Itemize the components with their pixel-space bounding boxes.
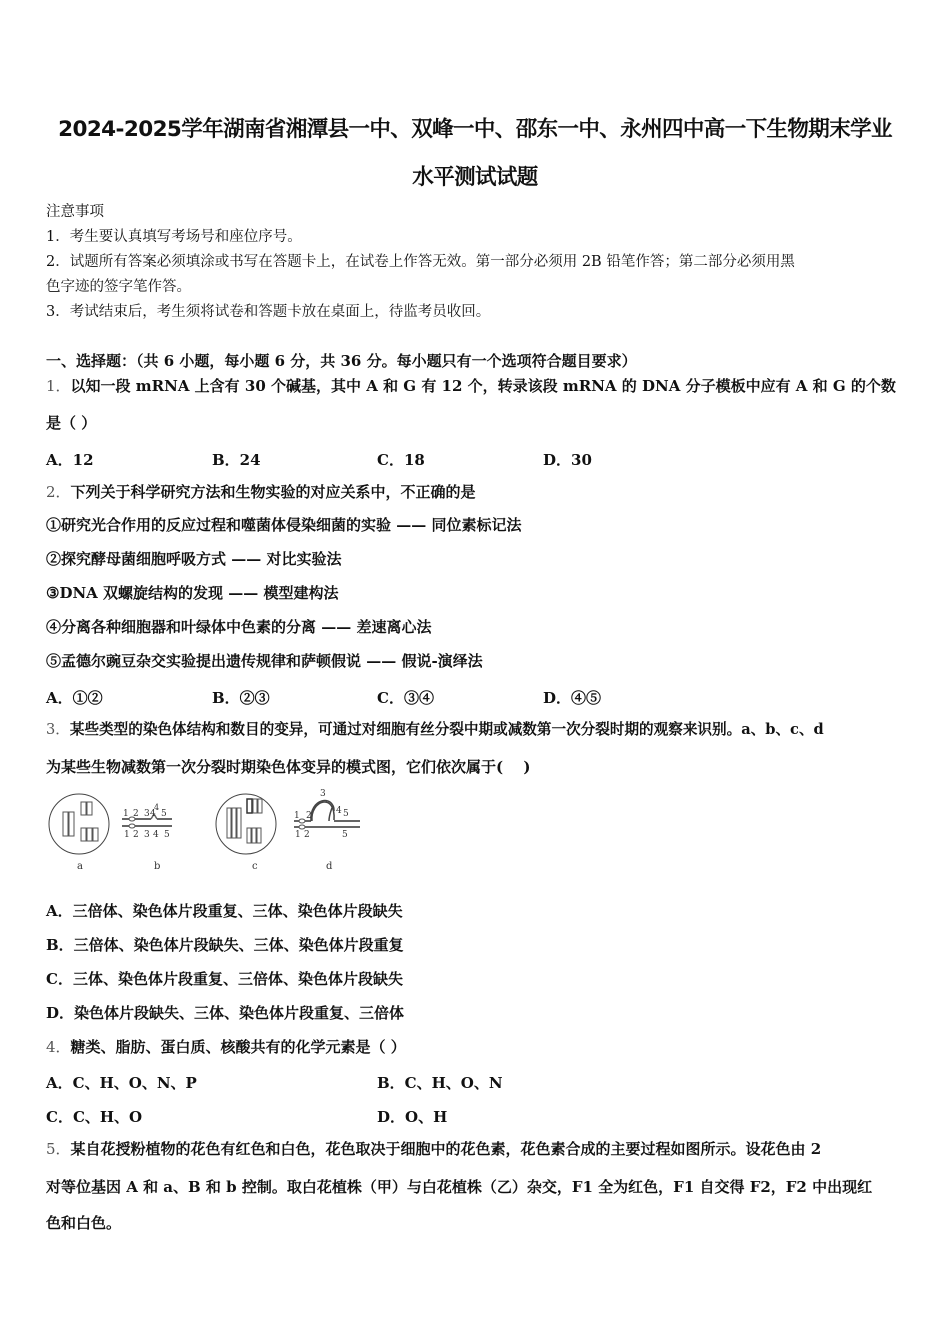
q3-option-b: B．三倍体、染色体片段缺失、三体、染色体片段重复 [46,936,404,954]
svg-text:2: 2 [306,811,312,821]
svg-text:5: 5 [343,809,349,819]
q2-item-2: ②探究酵母菌细胞呼吸方式 —— 对比实验法 [46,550,342,568]
notice-item-1: 1．考生要认真填写考场号和座位序号。 [46,229,302,245]
question-text: 以知一段 mRNA 上含有 30 个碱基，其中 A 和 G 有 12 个，转录该段 mRNA 的 DNA 分子模板中应有 A 和 G 的个数 [70,377,896,395]
figure-a-cell [49,794,109,854]
q2-item-5: ⑤孟德尔豌豆杂交实验提出遗传规律和萨顿假说 —— 假说-演绎法 [46,652,483,670]
svg-text:3: 3 [144,830,150,840]
svg-text:5: 5 [164,830,170,840]
svg-text:2: 2 [133,830,139,840]
q4-option-c: C．C、H、O [46,1108,143,1126]
figure-label-a: a [77,861,83,872]
q3-option-d: D．染色体片段缺失、三体、染色体片段重复、三倍体 [46,1004,405,1022]
svg-text:3: 3 [144,809,150,819]
q1-option-c: C．18 [377,451,425,469]
notice-heading: 注意事项 [46,204,104,220]
q2-item-1: ①研究光合作用的反应过程和噬菌体侵染细菌的实验 —— 同位素标记法 [46,516,522,534]
figure-d-chromosomes [294,789,360,840]
q2-item-3: ③DNA 双螺旋结构的发现 —— 模型建构法 [46,584,339,602]
figure-b-chromosomes [122,803,172,840]
figure-label-b: b [154,861,161,872]
question-2-stem [46,483,476,501]
question-3-stem-cont: 为某些生物减数第一次分裂时期染色体变异的模式图，它们依次属于( ) [46,758,531,776]
section-heading: 一、选择题：（共 6 小题，每小题 6 分，共 36 分。每小题只有一个选项符合题目要求） [46,352,637,370]
question-text: 某些类型的染色体结构和数目的变异，可通过对细胞有丝分裂中期或减数第一次分裂时期的观察来识别。a、b、c、d [69,721,824,738]
svg-text:4: 4 [336,806,342,816]
svg-text:3: 3 [320,789,326,799]
q2-option-d: D．④⑤ [543,689,602,707]
q1-option-b: B．24 [212,451,261,469]
svg-text:1: 1 [294,811,300,821]
q4-option-d: D．O、H [377,1108,448,1126]
question-5-stem-cont-1: 对等位基因 A 和 a、B 和 b 控制。取白花植株（甲）与白花植株（乙）杂交，F1 全为红色，F1 自交得 F2，F2 中出现红 [46,1178,873,1196]
figure-label-d: d [326,861,333,872]
q2-option-a: A．①② [46,689,103,707]
chromosome-variation-figure [44,786,374,874]
question-text: 糖类、脂肪、蛋白质、核酸共有的化学元素是（ ） [70,1038,406,1056]
svg-text:1: 1 [123,809,129,819]
question-4-stem [46,1038,406,1056]
svg-text:5: 5 [161,809,167,819]
svg-text:2: 2 [133,809,139,819]
question-number: 2． [46,483,71,501]
q1-option-d: D．30 [543,451,592,469]
q3-option-a: A．三倍体、染色体片段重复、三体、染色体片段缺失 [46,902,403,920]
q4-option-a: A．C、H、O、N、P [46,1074,197,1092]
notice-item-2: 2．试题所有答案必须填涂或书写在答题卡上，在试卷上作答无效。第一部分必须用 2B 铅笔作答；第二部分必须用黑 [46,254,795,270]
svg-text:2: 2 [304,830,310,840]
figure-label-c: c [252,861,258,872]
question-number: 3． [46,721,70,738]
question-5-stem [46,1140,821,1158]
q2-option-c: C．③④ [377,689,434,707]
notice-item-2-cont: 色字迹的签字笔作答。 [46,279,191,295]
question-number: 4． [46,1038,71,1056]
question-5-stem-cont-2: 色和白色。 [46,1214,122,1232]
svg-text:1: 1 [124,830,130,840]
svg-text:4: 4 [154,803,160,812]
q4-option-b: B．C、H、O、N [377,1074,503,1092]
document-title-line2: 水平测试试题 [412,165,538,190]
q3-option-c: C．三体、染色体片段重复、三倍体、染色体片段缺失 [46,970,403,988]
question-number: 1． [46,377,71,395]
notice-item-3: 3．考试结束后，考生须将试卷和答题卡放在桌面上，待监考员收回。 [46,304,491,320]
svg-text:5: 5 [342,830,348,840]
q2-option-b: B．②③ [212,689,270,707]
question-1-stem-cont: 是（ ） [46,414,97,432]
q1-option-a: A．12 [46,451,94,469]
figure-c-cell [216,794,276,854]
question-1-stem [46,377,896,395]
q2-item-4: ④分离各种细胞器和叶绿体中色素的分离 —— 差速离心法 [46,618,432,636]
question-text: 下列关于科学研究方法和生物实验的对应关系中，不正确的是 [70,483,476,501]
svg-text:4: 4 [153,830,159,840]
svg-text:4: 4 [150,809,156,819]
question-number: 5． [46,1140,71,1158]
question-3-stem [46,721,824,739]
document-title-line1: 2024-2025学年湖南省湘潭县一中、双峰一中、邵东一中、永州四中高一下生物期末学业 [58,117,892,142]
question-text: 某自花授粉植物的花色有红色和白色，花色取决于细胞中的花色素，花色素合成的主要过程如图所示。设花色由 2 [70,1140,822,1158]
svg-text:1: 1 [295,830,301,840]
